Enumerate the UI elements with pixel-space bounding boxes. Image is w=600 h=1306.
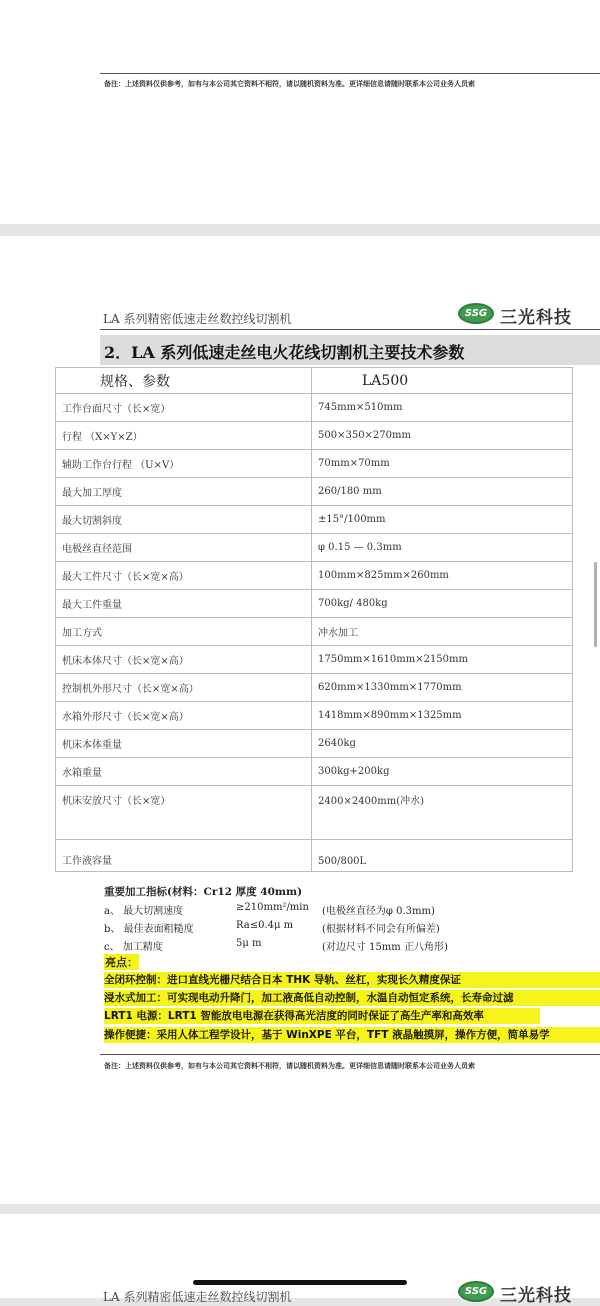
previous-page [0,0,600,224]
spec-param: 行程 （X×Y×Z） [56,422,312,450]
spec-param: 加工方式 [56,618,312,646]
spec-value: 500×350×270mm [312,422,573,450]
processing-title: 重要加工指标(材料：Cr12 厚度 40mm) [104,886,303,898]
spec-param: 最大加工厚度 [56,478,312,506]
next-page [0,1214,600,1306]
section-title: 2．LA 系列低速走丝电火花线切割机主要技术参数 [104,343,465,362]
highlight-item: 操作便捷：采用人体工程学设计，基于 WinXPE 平台，TFT 液晶触摸屏，操作方便，简单易学 [104,1027,600,1043]
footer-divider [100,1054,600,1055]
spec-value: 冲水加工 [312,618,573,646]
processing-value: Ra≤0.4μ m [236,920,294,931]
footer-note: 备注：上述资料仅供参考，如有与本公司其它资料不相符，请以随机资料为准。更详细信息请随时联系本公司业务人员索 [104,1062,475,1070]
spec-param: 最大切割斜度 [56,506,312,534]
processing-note: (对边尺寸 15mm 正八角形) [322,942,448,953]
spec-param: 机床本体重量 [56,730,312,758]
processing-value: ≥210mm²/min [236,902,309,913]
spec-value: 300kg+200kg [312,758,573,786]
spec-row [56,758,573,786]
spec-row [56,506,573,534]
highlights-title: 亮点： [105,956,138,969]
spec-row [56,646,573,674]
spec-value: φ 0.15 — 0.3mm [312,534,573,562]
spec-param: 控制机外形尺寸（长×宽×高） [56,674,312,702]
processing-note: (根据材料不同会有所偏差) [322,924,440,935]
document-header-title: LA 系列精密低速走丝数控线切割机 [103,1290,292,1304]
spec-row [56,786,573,840]
spec-value: 500/800L [312,840,573,872]
spec-param: 最大工件重量 [56,590,312,618]
spec-value: 700kg/ 480kg [312,590,573,618]
spec-param: 电极丝直径范围 [56,534,312,562]
spec-param: 工作台面尺寸（长×宽） [56,394,312,422]
spec-row [56,534,573,562]
spec-row [56,394,573,422]
scrollbar[interactable] [594,562,597,647]
spec-table [55,367,573,872]
spec-row [56,702,573,730]
spec-value: 100mm×825mm×260mm [312,562,573,590]
spec-row [56,450,573,478]
spec-value: 260/180 mm [312,478,573,506]
document-header-title: LA 系列精密低速走丝数控线切割机 [103,312,292,326]
processing-value: 5μ m [236,938,262,949]
company-logo-icon: SSG [458,303,494,324]
spec-row [56,840,573,872]
processing-note: (电极丝直径为φ 0.3mm) [322,906,435,917]
spec-header-param: 规格、参数 [56,368,312,394]
spec-value: 70mm×70mm [312,450,573,478]
spec-value: 1418mm×890mm×1325mm [312,702,573,730]
spec-value: ±15°/100mm [312,506,573,534]
spec-param: 最大工件尺寸（长×宽×高） [56,562,312,590]
company-logo-icon: SSG [458,1281,494,1302]
spec-row [56,674,573,702]
processing-label: a、 最大切割速度 [104,906,184,917]
spec-param: 水箱外形尺寸（长×宽×高） [56,702,312,730]
spec-row [56,478,573,506]
highlight-item: 全闭环控制：进口直线光栅尺结合日本 THK 导轨、丝杠，实现长久精度保证 [104,972,600,988]
company-name: 三光科技 [500,308,572,328]
spec-param: 机床本体尺寸（长×宽×高） [56,646,312,674]
processing-label: b、 最佳表面粗糙度 [104,924,194,935]
spec-value: 620mm×1330mm×1770mm [312,674,573,702]
spec-value: 2640kg [312,730,573,758]
spec-value: 2400×2400mm(冲水) [312,786,573,840]
home-indicator[interactable] [193,1280,407,1285]
spec-param: 机床安放尺寸（长×宽） [56,786,312,840]
company-name: 三光科技 [500,1286,572,1306]
spec-row [56,730,573,758]
spec-row [56,422,573,450]
highlight-item: LRT1 电源：LRT1 智能放电电源在获得高光洁度的同时保证了高生产率和高效率 [104,1008,540,1024]
spec-row [56,562,573,590]
spec-param: 辅助工作台行程 （U×V） [56,450,312,478]
spec-value: 745mm×510mm [312,394,573,422]
spec-row [56,590,573,618]
processing-label: c、 加工精度 [104,942,163,953]
footer-note: 备注：上述资料仅供参考，如有与本公司其它资料不相符，请以随机资料为准。更详细信息请随时联系本公司业务人员索 [104,80,475,88]
spec-row [56,618,573,646]
spec-value: 1750mm×1610mm×2150mm [312,646,573,674]
spec-param: 工作液容量 [56,840,312,872]
spec-header-model: LA500 [312,368,573,394]
spec-table-header [56,368,573,394]
document-page [0,236,600,1204]
spec-param: 水箱重量 [56,758,312,786]
highlight-item: 浸水式加工：可实现电动升降门，加工液高低自动控制，水温自动恒定系统，长寿命过滤 [104,990,600,1006]
header-divider [100,329,600,330]
footer-divider [100,73,600,74]
